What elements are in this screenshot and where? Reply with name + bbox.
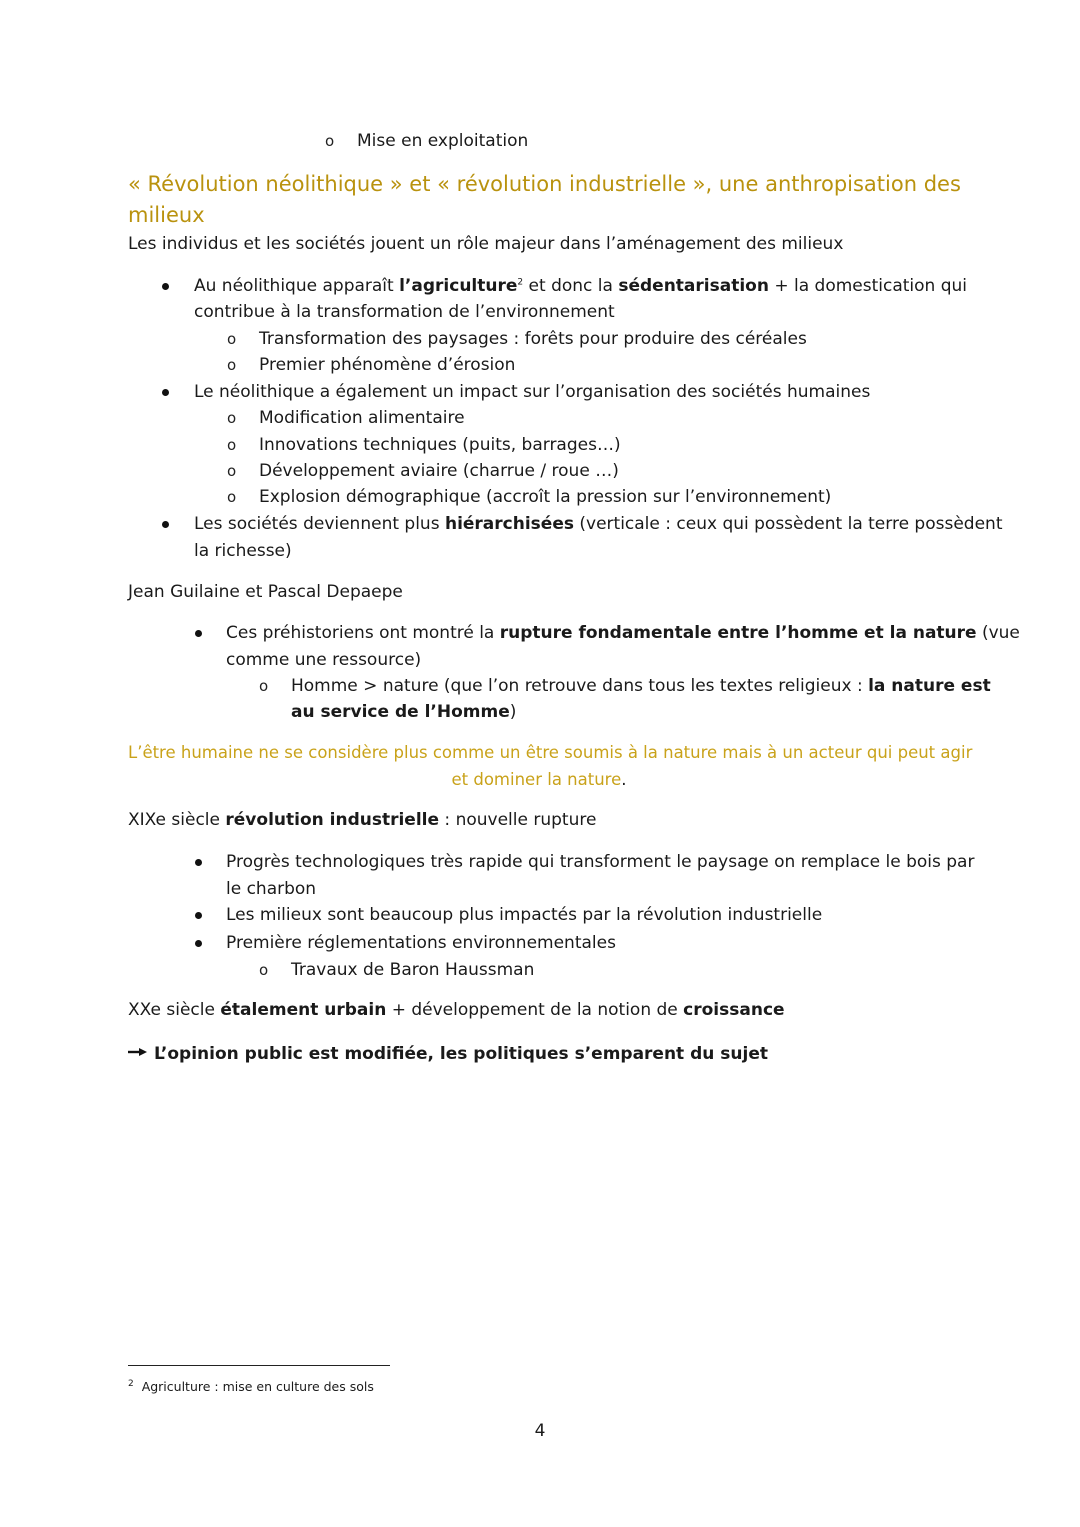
footnote-separator: [128, 1365, 390, 1366]
authors-paragraph: Jean Guilaine et Pascal Depaepe: [128, 582, 403, 602]
bullet-icon: [195, 940, 202, 947]
conclusion: L’opinion public est modifiée, les politiques s’emparent du sujet: [154, 1044, 769, 1064]
circle-bullet-icon: o: [259, 677, 269, 695]
xx-heading: XXe siècle étalement urbain + développement de la notion de croissance: [128, 1000, 785, 1020]
circle-bullet-icon: o: [227, 488, 237, 506]
circle-bullet-icon: o: [227, 356, 237, 374]
bullet-text-cont: comme une ressource): [226, 650, 422, 670]
bullet-icon: [195, 859, 202, 866]
sub-item: Explosion démographique (accroît la pression sur l’environnement): [259, 487, 832, 507]
circle-bullet-icon: o: [227, 462, 237, 480]
bullet-icon: [162, 389, 169, 396]
intro-paragraph: Les individus et les sociétés jouent un rôle majeur dans l’aménagement des milieux: [128, 234, 844, 254]
bullet-icon: [195, 630, 202, 637]
bullet-text: Première réglementations environnementales: [226, 933, 616, 953]
bullet-text: Le néolithique a également un impact sur l’organisation des sociétés humaines: [194, 382, 871, 402]
sub-item: Développement aviaire (charrue / roue …): [259, 461, 619, 481]
bullet-text-cont: le charbon: [226, 879, 317, 899]
sub-item: Travaux de Baron Haussman: [291, 960, 535, 980]
sub-item-cont: au service de l’Homme): [291, 702, 517, 722]
bullet-text: Au néolithique apparaît l’agriculture$^2$ et donc la sédentarisation + la domestication qui: [194, 276, 968, 296]
page-number: 4: [534, 1421, 546, 1441]
bullet-text-cont: la richesse): [194, 541, 292, 561]
bullet-text: Progrès technologiques très rapide qui transforment le paysage on remplace le bois par: [226, 852, 975, 872]
bullet-icon: [195, 912, 202, 919]
circle-bullet-icon: o: [227, 409, 237, 427]
circle-bullet-icon: o: [259, 961, 269, 979]
xix-heading: XIXe siècle révolution industrielle : nouvelle rupture: [128, 810, 597, 830]
highlight-quote-cont: et dominer la nature.: [451, 770, 627, 789]
highlight-quote: L’être humaine ne se considère plus comme un être soumis à la nature mais à un acteur qui peut agir: [128, 743, 973, 762]
arrow-right-icon: [127, 1046, 149, 1058]
section-title: « Révolution néolithique » et « révolution industrielle », une anthropisation des: [128, 172, 961, 196]
bullet-icon: [162, 521, 169, 528]
sub-item: Innovations techniques (puits, barrages…): [259, 435, 621, 455]
bullet-icon: [162, 283, 169, 290]
bullet-text: Les milieux sont beaucoup plus impactés par la révolution industrielle: [226, 905, 823, 925]
section-title-cont: milieux: [128, 203, 205, 227]
circle-bullet-icon: o: [325, 132, 335, 150]
list-item: Mise en exploitation: [357, 131, 529, 151]
bullet-text: Les sociétés deviennent plus hiérarchisées (verticale : ceux qui possèdent la terre possèdent: [194, 514, 1003, 534]
sub-item: Modification alimentaire: [259, 408, 465, 428]
sub-item: Premier phénomène d’érosion: [259, 355, 516, 375]
bullet-text: Ces préhistoriens ont montré la rupture fondamentale entre l’homme et la nature (vue: [226, 623, 1020, 643]
circle-bullet-icon: o: [227, 330, 237, 348]
sub-item: Transformation des paysages : forêts pour produire des céréales: [259, 329, 807, 349]
footnote: $^2$ Agriculture : mise en culture des sols: [128, 1378, 374, 1394]
sub-item: Homme > nature (que l’on retrouve dans tous les textes religieux : la nature est: [291, 676, 991, 696]
circle-bullet-icon: o: [227, 436, 237, 454]
bullet-text-cont: contribue à la transformation de l’environnement: [194, 302, 615, 322]
